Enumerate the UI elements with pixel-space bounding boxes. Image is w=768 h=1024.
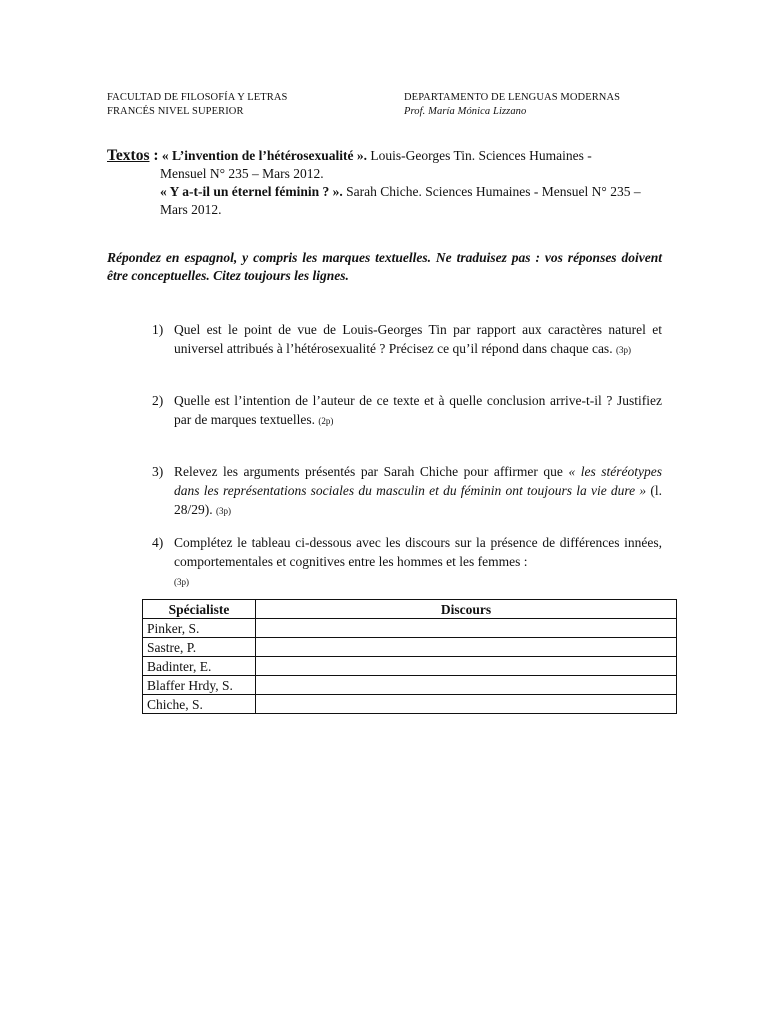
professor-name: Prof. María Mónica Lizzano	[404, 106, 527, 117]
specialist-cell: Badinter, E.	[143, 657, 256, 676]
table-row	[143, 638, 677, 657]
text2-title: « Y a-t-il un éternel féminin ? ».	[160, 184, 343, 199]
question-points: (3p)	[615, 345, 631, 355]
discourse-cell[interactable]	[256, 638, 677, 657]
question-text: Relevez les arguments présentés par Sarah Chiche pour affirmer que	[174, 464, 569, 479]
table-row	[143, 676, 677, 695]
question-text: Quelle est l’intention de l’auteur de ce texte et à quelle conclusion arrive-t-il ? Justifiez par de marques textuelles.	[174, 393, 662, 427]
table-row	[143, 695, 677, 714]
question-number: 3)	[152, 464, 164, 479]
specialist-cell: Blaffer Hrdy, S.	[143, 676, 256, 695]
faculty-name: FACULTAD DE FILOSOFÍA Y LETRAS	[107, 92, 288, 103]
question-4	[152, 533, 662, 592]
specialists-table	[142, 599, 677, 714]
discourse-cell[interactable]	[256, 619, 677, 638]
question-points: (2p)	[318, 416, 334, 426]
specialist-cell: Pinker, S.	[143, 619, 256, 638]
question-line-ref: (l. 28/29).	[174, 483, 662, 517]
specialist-cell: Chiche, S.	[143, 695, 256, 714]
question-points: (3p)	[216, 506, 231, 516]
question-text: Quel est le point de vue de Louis-Georges Tin par rapport aux caractères naturel et universel attribués à l’hétérosexualité ? Précisez ce qu’il répond dans chaque cas.	[174, 322, 662, 356]
table-header-row	[143, 600, 677, 619]
column-header-specialist: Spécialiste	[143, 600, 256, 619]
text2-reference	[107, 183, 687, 201]
table-row	[143, 619, 677, 638]
text2-source: Sarah Chiche. Sciences Humaines - Mensuel N° 235 –	[342, 184, 641, 199]
question-number: 1)	[152, 322, 164, 337]
textos-colon: :	[149, 147, 159, 164]
question-1	[152, 320, 662, 360]
question-number: 2)	[152, 393, 164, 408]
discourse-cell[interactable]	[256, 676, 677, 695]
textos-label: Textos	[107, 147, 150, 164]
texts-section	[107, 147, 687, 219]
text1-source: Louis-Georges Tin. Sciences Humaines -	[367, 148, 592, 163]
text1-source-line2: Mensuel N° 235 – Mars 2012.	[160, 166, 324, 181]
course-name: FRANCÉS NIVEL SUPERIOR	[107, 106, 244, 117]
text1-title: « L’invention de l’hétérosexualité ».	[158, 148, 368, 163]
header-right	[404, 91, 620, 119]
discourse-cell[interactable]	[256, 695, 677, 714]
question-points: (3p)	[174, 577, 189, 587]
table-row	[143, 657, 677, 676]
question-number: 4)	[152, 535, 164, 550]
text1-reference	[107, 147, 687, 165]
discourse-cell[interactable]	[256, 657, 677, 676]
question-3	[152, 462, 662, 521]
column-header-discourse: Discours	[256, 600, 677, 619]
question-quote: « les stéréotypes dans les représentations sociales du masculin et du féminin ont toujours la vie dure »	[174, 464, 662, 498]
question-2	[152, 391, 662, 431]
header-left	[107, 91, 287, 119]
instructions: Répondez en espagnol, y compris les marques textuelles. Ne traduisez pas : vos réponses doivent être conceptuelles. Citez toujours les lignes.	[107, 250, 662, 283]
question-text: Complétez le tableau ci-dessous avec les discours sur la présence de différences innées, comportementales et cognitives entre les hommes et les femmes :	[174, 535, 662, 569]
text2-source-line2: Mars 2012.	[160, 202, 222, 217]
specialist-cell: Sastre, P.	[143, 638, 256, 657]
department-name: DEPARTAMENTO DE LENGUAS MODERNAS	[404, 92, 621, 103]
